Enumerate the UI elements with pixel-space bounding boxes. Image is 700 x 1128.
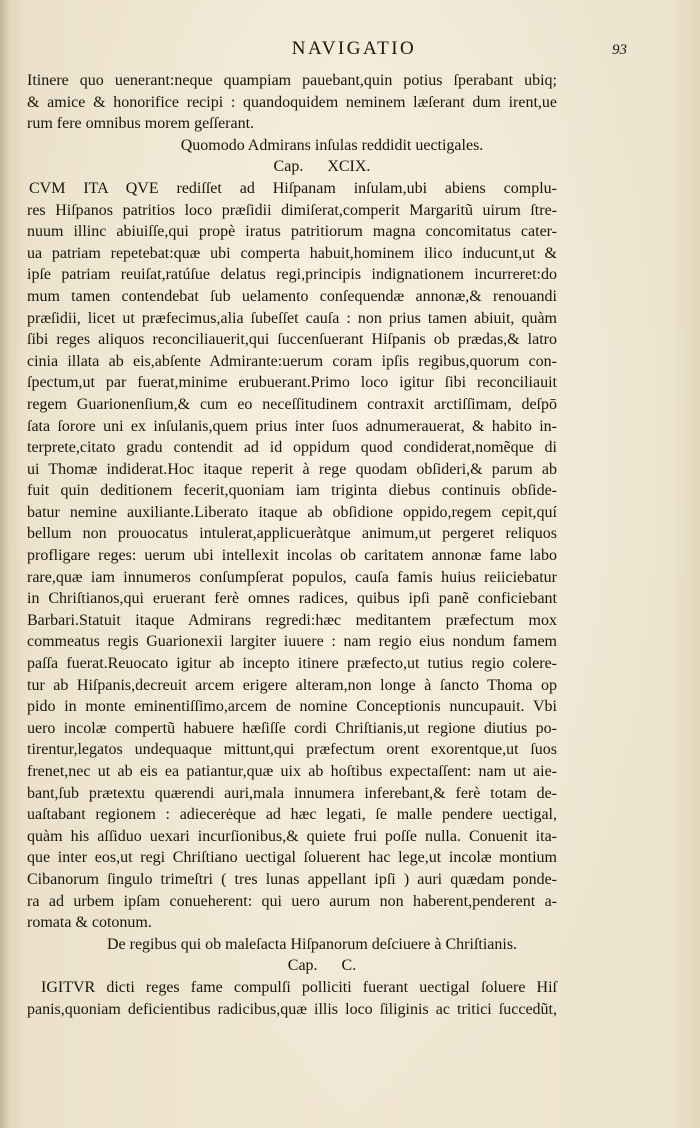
text-line: frenet,nec ut ab eis ea patiantur,quæ uix ab hoſtibus expectaſſent: nam ut aie- — [27, 763, 557, 780]
text-line: panis,quoniam deficientibus radicibus,quæ illis loco ſiliginis ac tritici ſuccedũt, — [27, 1000, 557, 1018]
text-line: uaſtabant regionem : adiecerėque ad hæc legati, ſe malle pendere uectigal, — [27, 806, 557, 824]
text-line: commeatus regis Guarionexii largiter iuuere : nam regio eius nondum famem — [27, 633, 557, 651]
text-line: Barbari.Statuit itaque Admirans regredi:hæc meditantem præfectum mox — [27, 611, 557, 629]
text-line: & amice & honorifice recipi : quandoquidem neminem læſerant dum irent,ue — [27, 93, 557, 111]
text-line: IGITVR dicti reges fame compulſi polliciti fuerant uectigal ſoluere Hiſ — [41, 978, 557, 996]
text-line: paſſa fuerat.Reuocato igitur ab incepto itinere præfecto,ut tutius regio colere- — [27, 655, 557, 673]
text-line: CVM ITA QVE rediſſet ad Hiſpanam inſulam,ubi abiens complu- — [29, 179, 557, 197]
text-line: mum tamen contendebat ſub uelamento conſequendæ annonæ,& renouandi — [27, 287, 557, 305]
chapter-heading: De regibus qui ob maleſacta Hiſpanorum deſciuere à Chriſtianis. — [106, 935, 518, 953]
text-line: ra ad urbem ipſam conueherent: qui uero aurum non haberent,penderent a- — [27, 892, 557, 910]
body-text — [27, 70, 557, 1020]
text-line: nuum illinc abiuiſſe,qui propè iratus patritiorum magna concomitatus cater- — [27, 223, 557, 241]
chapter-number: Cap. XCIX. — [273, 158, 371, 176]
text-line: ſata ſorore uni ex inſulanis,quem prius inter ſuos adnumerauerat, & habito in- — [27, 417, 557, 435]
text-line: quàm his aſſiduo uexari incurſionibus,& quiete frui poſſe nulla. Conuenit ita- — [27, 827, 557, 845]
text-line: terprete,citato gradu contendit ad id oppidum quod condiderat,nomẽque di — [27, 439, 557, 457]
text-line: Itinere quo uenerant:neque quampiam pauebant,quin potius ſperabant ubiq; — [27, 72, 557, 89]
text-line: ipſe patriam reuiſat,ratúſue delatus regi,principis indignationem incurreret:do — [27, 266, 557, 284]
text-line: præſidii, licet ut præfecimus,alia ſubeſſet cauſa : non prius tamen abiuit, quàm — [27, 309, 557, 327]
text-line: bellum non prouocatus intulerat,applicueràtque animum,ut pergeret reliquos — [27, 525, 557, 543]
text-line: tur ab Hiſpanis,decreuit arcem erigere alteram,non longe à ſancto Thoma op — [27, 676, 557, 694]
text-line: in Chriſtianos,qui eruerant ferè omnes radices, quibus ipſi panẽ conficiebant — [27, 590, 557, 608]
text-line: bant,ſub prætextu quærendi auri,mala innumera inferebant,& ferè totam de- — [27, 784, 557, 802]
text-line: regem Guarionenſium,& cum eo neceſſitudinem contraxit arctiſſimam, deſpō — [27, 395, 557, 413]
text-line: ſibi reges aliquos reconciliauerit,qui ſuccenſuerant Hiſpanis ob prædas,& latro — [27, 331, 557, 349]
running-title: NAVIGATIO — [291, 38, 417, 59]
text-line: pido in monte eminentiſſimo,arcem de nomine Conceptionis nuncupauit. Vbi — [27, 698, 557, 716]
text-line: romata & cotonum. — [27, 914, 152, 932]
text-line: ui Thomæ indiderat.Hoc itaque reperit à rege quodam obſideri,& parum ab — [27, 460, 557, 478]
text-line: uero incolæ compertũ habuere hæſiſſe cordi Chriſtianis,ut regione diutius po- — [27, 719, 557, 737]
text-line: rum fere omnibus morem geſſerant. — [27, 115, 255, 133]
text-line: que inter eos,ut regi Chriſtiano uectigal ſoluerent hac lege,ut incolæ montium — [27, 849, 557, 867]
text-line: rare,quæ iam innumeros conſumpſerat populos, cauſa famis huius reiiciebatur — [27, 568, 557, 586]
text-line: tirentur,legatos undequaque mittunt,qui præfectum orent exorentque,ut ſuos — [27, 741, 557, 759]
text-line: Cibanorum ſingulo trimeſtri ( tres lunas appellant ipſi ) auri quædam ponde- — [27, 870, 557, 888]
text-line: profligare reges: uerum ubi intellexit incolas ob caritatem annonæ fame labo — [27, 547, 557, 565]
text-line: res Hiſpanos patritios loco præſidii dimiſerat,comperit Margaritũ uirum ſtre- — [27, 201, 557, 219]
chapter-number: Cap. C. — [287, 957, 357, 975]
spine-shadow — [0, 0, 10, 1128]
chapter-heading: Quomodo Admirans inſulas reddidit uectigales. — [180, 136, 484, 154]
text-line: ua patriam repetebat:quæ ubi comperta habuit,hominem ilico inducunt,ut & — [27, 244, 557, 262]
text-line: ſpectum,ut par fuerat,minime erubuerant.Primo loco igitur ſibi reconciliauit — [27, 374, 557, 392]
text-line: cinia illata ab eis,abſente Admirante:uerum coram ipſis regibus,quorum con- — [27, 352, 557, 370]
page-number: 93 — [612, 42, 627, 58]
text-line: batur nemine auxiliante.Liberato itaque ab obſidione oppido,regem cepit,quí — [27, 503, 557, 521]
text-line: fuit quin deditionem fecerit,quoniam iam triginta diebus continuis obſide- — [27, 482, 557, 500]
